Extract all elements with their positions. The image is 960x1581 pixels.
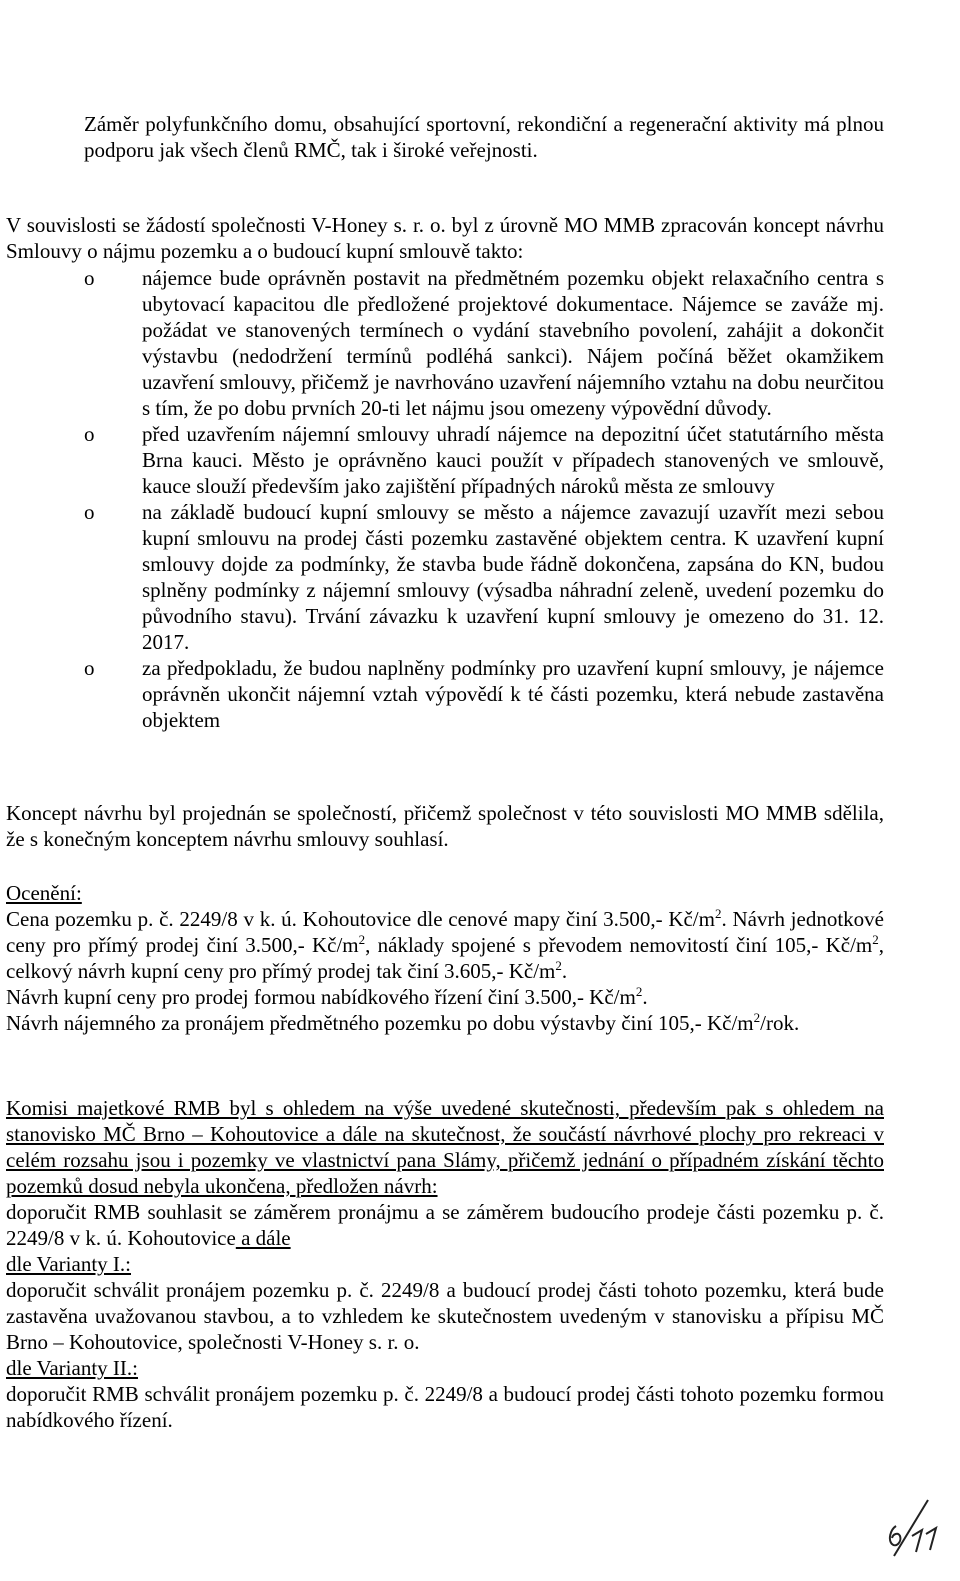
list-item-text: před uzavřením nájemní smlouvy uhradí nájemce na depozitní účet statutárního města Brna kauci. Město je oprávněno kauci použít v případech stanovených ve smlouvě, kauce slouží především jako zajištění případných nároků města ze smlouvy [142,422,884,498]
list-item [84,421,884,499]
valuation-tender-text: Návrh kupní ceny pro prodej formou nabídkového řízení činí 3.500,- $Kč/m^2$. [6,984,648,1009]
valuation-heading: Ocenění: [6,881,82,905]
intro-paragraph-1: Záměr polyfunkčního domu, obsahující sportovní, rekondiční a regenerační aktivity má plnou podporu jak všech členů RMČ, tak i široké veřejnosti. [84,112,884,162]
list-item-text: nájemce bude oprávněn postavit na předmětném pozemku objekt relaxačního centra s ubytovací kapacitou dle předložené projektové dokumentace. Nájemce se zaváže mj. požádat ve stanovených termínech o vydání stavebního povolení, zahájit a dokončit výstavbu (nedodržení termínů podléhá sankci). Nájem počíná běžet okamžikem uzavření smlouvy, přičemž je navrhováno uzavření nájemního vztahu na dobu neurčitou s tím, že po dobu prvních 20-ti let nájmu jsou omezeny výpovědní důvody. [142,266,884,420]
list-item-text: na základě budoucí kupní smlouvy se město a nájemce zavazují uzavřít mezi sebou kupní smlouvu na prodej části pozemku zastavěné objektem centra. K uzavření kupní smlouvy dojde za podmínky, že stavba bude řádně dokončena, zapsána do KN, budou splněny podmínky z nájemní smlouvy (výsadba náhradní zeleně, uvedení pozemku do původního stavu). Trvání závazku k uzavření kupní smlouvy je omezeno do 31. 12. 2017. [142,500,884,654]
commission-recommendation: doporučit RMB souhlasit se záměrem pronájmu a se záměrem budoucího prodeje části pozemku p. č. 2249/8 v k. ú. Kohoutovice a dále [6,1200,884,1250]
bullet-marker: o [84,266,95,290]
bullet-marker: o [84,500,95,524]
variant-1-label: dle Varianty I.: [6,1252,131,1276]
svg-text:6/11: 6/11 [882,1492,884,1493]
commission-section [6,1095,884,1433]
variant-1-text: doporučit schválit pronájem pozemku p. č. 2249/8 a budoucí prodej části tohoto pozemku, která bude zastavěna uvažovanou stavbou, a to vzhledem ke skutečnostem uvedeným v stanovisku a přípisu MČ Brno – Kohoutovice, společnosti V-Honey s. r. o. [6,1278,884,1354]
variant-2-label: dle Varianty II.: [6,1356,138,1380]
list-item [84,499,884,655]
conditions-list [84,265,884,733]
concept-paragraph: Koncept návrhu byl projednán se společností, přičemž společnost v této souvislosti MO MMB sdělila, že s konečným konceptem návrhu smlouvy souhlasí. [6,801,884,851]
intro-paragraph-2: V souvislosti se žádostí společnosti V-Honey s. r. o. byl z úrovně MO MMB zpracován koncept návrhu Smlouvy o nájmu pozemku a o budoucí kupní smlouvě takto: [6,213,884,263]
variant-2-text: doporučit RMB schválit pronájem pozemku p. č. 2249/8 a budoucí prodej části tohoto pozemku formou nabídkového řízení. [6,1382,884,1432]
list-item [84,265,884,421]
commission-underlined-text: Komisi majetkové RMB byl s ohledem na výše uvedené skutečnosti, především pak s ohledem na stanovisko MČ Brno – Kohoutovice a dále na skutečnost, že součástí návrhové plochy pro rekreaci v celém rozsahu jsou i pozemky ve vlastnictví pana Slámy, přičemž jednání o případném získání těchto pozemků dosud nebyla ukončena, předložen návrh: [6,1096,884,1198]
handwritten-page-number [882,1492,946,1564]
valuation-section [6,880,884,1036]
valuation-rent-text: Návrh nájemného za pronájem předmětného pozemku po dobu výstavby činí 105,- $Kč/m^2$/rok. [6,1010,800,1035]
list-item [84,655,884,733]
valuation-price-text: Cena pozemku p. č. 2249/8 v k. ú. Kohoutovice dle cenové mapy činí 3.500,- $Kč/m^2$. Návrh jednotkové ceny pro přímý prodej činí 3.500,- $Kč/m^2$, náklady spojené s převodem nemovitostí činí 105,- $Kč/m^2$, celkový návrh kupní ceny pro přímý prodej tak činí 3.605,- $Kč/m^2$. [6,906,884,983]
bullet-marker: o [84,656,95,680]
list-item-text: za předpokladu, že budou naplněny podmínky pro uzavření kupní smlouvy, je nájemce oprávněn ukončit nájemní vztah výpovědí k té části pozemku, která nebude zastavěna objektem [142,656,884,732]
bullet-marker: o [84,422,95,446]
